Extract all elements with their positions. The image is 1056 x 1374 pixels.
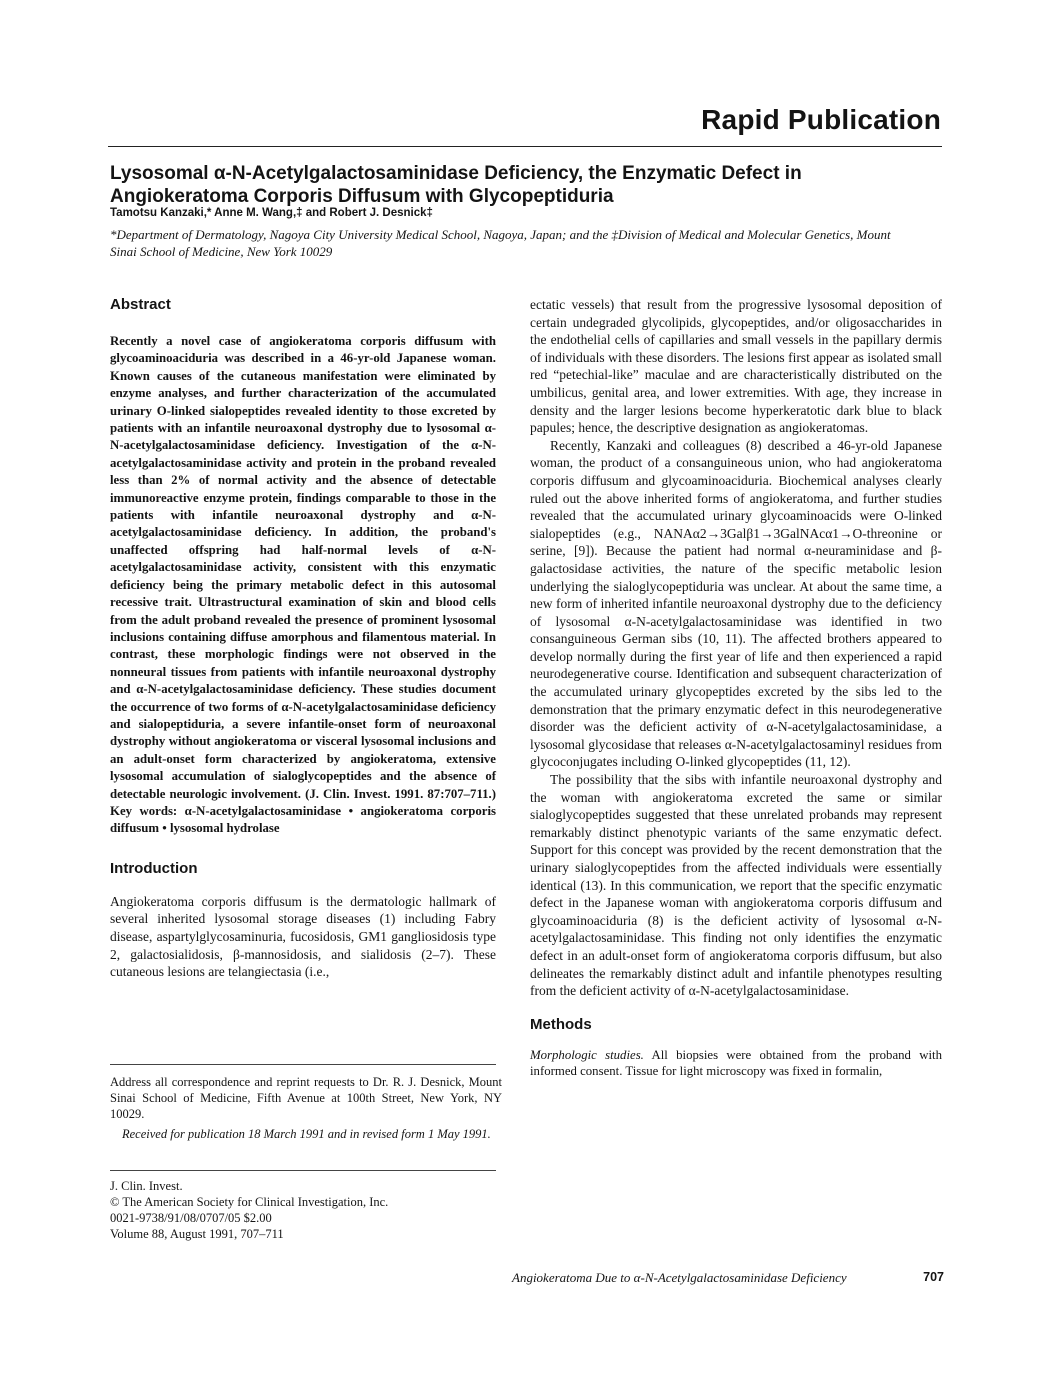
journal-info xyxy=(110,1178,388,1242)
body-paragraph: Recently, Kanzaki and colleagues (8) described a 46-yr-old Japanese woman, the product of a consanguineous union, who had angiokeratoma corporis diffusum and glycoaminoaciduria. Biochemical analyses clearly ruled out the above inherited forms of angiokeratoma, and further studies revealed that the accumulated urinary glycoaminoacids were O-linked sialopeptides (e.g., NANAα2→3Galβ1→3GalNAcα1→O-threonine or serine, [9]). Because the patient had normal α-neuraminidase and β-galactosidase activities, the nature of the specific metabolic lesion underlying the sialoglycopeptiduria was unclear. At about the same time, a new form of inherited infantile neuroaxonal dystrophy due to the deficiency of lysosomal α-N-acetylgalactosaminidase was identified in two consanguineous German sibs (10, 11). The affected brothers appeared to develop normally during the first year of life and then experienced a rapid neurodegenerative course. Identification and subsequent characterization of the accumulated urinary glycopeptides excreted by the sibs led to the demonstration that the primary enzymatic defect in this neurodegenerative disorder was the deficient activity of α-N-acetylgalactosaminidase, a lysosomal glycosidase that releases α-N-acetylgalactosaminyl residues from glycoconjugates including O-linked glycopeptides (11, 12). xyxy=(530,437,942,770)
abstract-heading: Abstract xyxy=(110,296,171,313)
methods-subheading: Morphologic studies. xyxy=(530,1047,644,1062)
footnote-rule xyxy=(110,1064,496,1065)
body-paragraph: ectatic vessels) that result from the progressive lysosomal deposition of certain undegraded glycolipids, glycopeptides, and/or oligosaccharides in the endothelial cells of capillaries and small vessels in the papillary dermis of individuals with these disorders. The lesions first appear as isolated small red “petechial-like” maculae and are characteristically distributed on the umbilicus, genital area, and lower extremities. With age, they increase in density and the larger lesions become hyperkeratotic dark blue to black papules; hence, the descriptive designation as angiokeratomas. xyxy=(530,297,942,436)
journal-line: J. Clin. Invest. xyxy=(110,1179,183,1193)
abstract-text: Recently a novel case of angiokeratoma corporis diffusum with glycoaminoaciduria was described in a 46-yr-old Japanese woman. Known causes of the cutaneous manifestation were eliminated by enzyme analyses, and further characterization of the accumulated urinary O-linked sialopeptides revealed identity to those excreted by patients with an infantile neuroaxonal dystrophy due to lysosomal α-N-acetylgalactosaminidase deficiency. Investigation of the α-N-acetylgalactosaminidase activity and protein in the proband revealed less than 2% of normal activity and the absence of detectable immunoreactive enzyme protein, findings comparable to those in the patients with infantile neuroaxonal dystrophy and α-N-acetylgalactosaminidase deficiency. In addition, the proband's unaffected offspring had half-normal levels of α-N-acetylgalactosaminidase activity, consistent with this enzymatic deficiency being the primary metabolic defect in this autosomal recessive trait. Ultrastructural examination of skin and blood cells from the adult proband revealed the presence of prominent lysosomal inclusions containing diffuse amorphous and filamentous material. In contrast, these morphologic findings were not observed in the nonneural tissues from patients with infantile neuroaxonal dystrophy and α-N-acetylgalactosaminidase deficiency. These studies document the occurrence of two forms of α-N-acetylgalactosaminidase deficiency and sialopeptiduria, a severe infantile-onset form of neuroaxonal dystrophy without angiokeratoma or visceral lysosomal inclusions and an adult-onset form characterized by angiokeratoma, extensive lysosomal accumulation of sialoglycopeptides and the absence of detectable neurologic involvement. (J. Clin. Invest. 1991. 87:707–711.) Key words: α-N-acetylgalactosaminidase • angiokeratoma corporis diffusum • lysosomal hydrolase xyxy=(110,334,496,836)
body-paragraph: The possibility that the sibs with infantile neuroaxonal dystrophy and the woman with angiokeratoma excreted the same or similar sialoglycopeptides suggested that these unrelated probands may represent remarkably distinct phenotypic variants of the same enzymatic defect. Support for this concept was provided by the recent demonstration that the urinary sialoglycopeptides from the affected individuals were essentially identical (13). In this communication, we report that the specific enzymatic defect in the Japanese woman with angiokeratoma corporis diffusum and glycoaminoaciduria (8) is the deficient activity of lysosomal α-N-acetylgalactosaminidase. This finding not only identifies the enzymatic defect in an adult-onset form of angiokeratoma corporis diffusum, but also delineates the remarkably distinct adult and infantile phenotypes resulting from the deficient activity of α-N-acetylgalactosaminidase. xyxy=(530,772,942,999)
left-column xyxy=(110,296,496,981)
running-footer: Angiokeratoma Due to α-N-Acetylgalactosaminidase Deficiency xyxy=(512,1270,847,1285)
author-list: Tamotsu Kanzaki,* Anne M. Wang,‡ and Robert J. Desnick‡ xyxy=(110,207,433,219)
article-title: Lysosomal α-N-Acetylgalactosaminidase Deficiency, the Enzymatic Defect in Angiokeratoma Corporis Diffusum with Glycopeptiduria xyxy=(110,163,802,207)
header-rule xyxy=(108,146,942,147)
received-footnote: Received for publication 18 March 1991 and in revised form 1 May 1991. xyxy=(122,1127,491,1141)
methods-body: All biopsies were obtained from the proband with informed consent. Tissue for light microscopy was fixed in formalin, xyxy=(530,1047,942,1079)
section-label: Rapid Publication xyxy=(701,104,941,135)
introduction-text: Angiokeratoma corporis diffusum is the dermatologic hallmark of several inherited lysosomal storage diseases (1) including Fabry disease, aspartylglycosaminuria, fucosidosis, GM1 gangliosidosis type 2, galactosialidosis, β-mannosidosis, and sialidosis (2–7). These cutaneous lesions are telangiectasia (i.e., xyxy=(110,893,496,980)
journal-line: Volume 88, August 1991, 707–711 xyxy=(110,1227,284,1241)
correspondence-footnote: Address all correspondence and reprint requests to Dr. R. J. Desnick, Mount Sinai School of Medicine, Fifth Avenue at 100th Street, New York, NY 10029. xyxy=(110,1075,502,1121)
journal-line: © The American Society for Clinical Investigation, Inc. xyxy=(110,1195,389,1209)
right-column xyxy=(530,296,942,1080)
affiliation: *Department of Dermatology, Nagoya City University Medical School, Nagoya, Japan; and the ‡Division of Medical and Molecular Genetics, Mount Sinai School of Medicine, New York 10029 xyxy=(110,227,891,259)
methods-heading: Methods xyxy=(530,1015,592,1033)
introduction-heading: Introduction xyxy=(110,859,198,877)
footnote-rule xyxy=(110,1170,496,1171)
page-number: 707 xyxy=(923,1270,944,1284)
methods-text xyxy=(530,1047,942,1080)
journal-line: 0021-9738/91/08/0707/05 $2.00 xyxy=(110,1211,272,1225)
